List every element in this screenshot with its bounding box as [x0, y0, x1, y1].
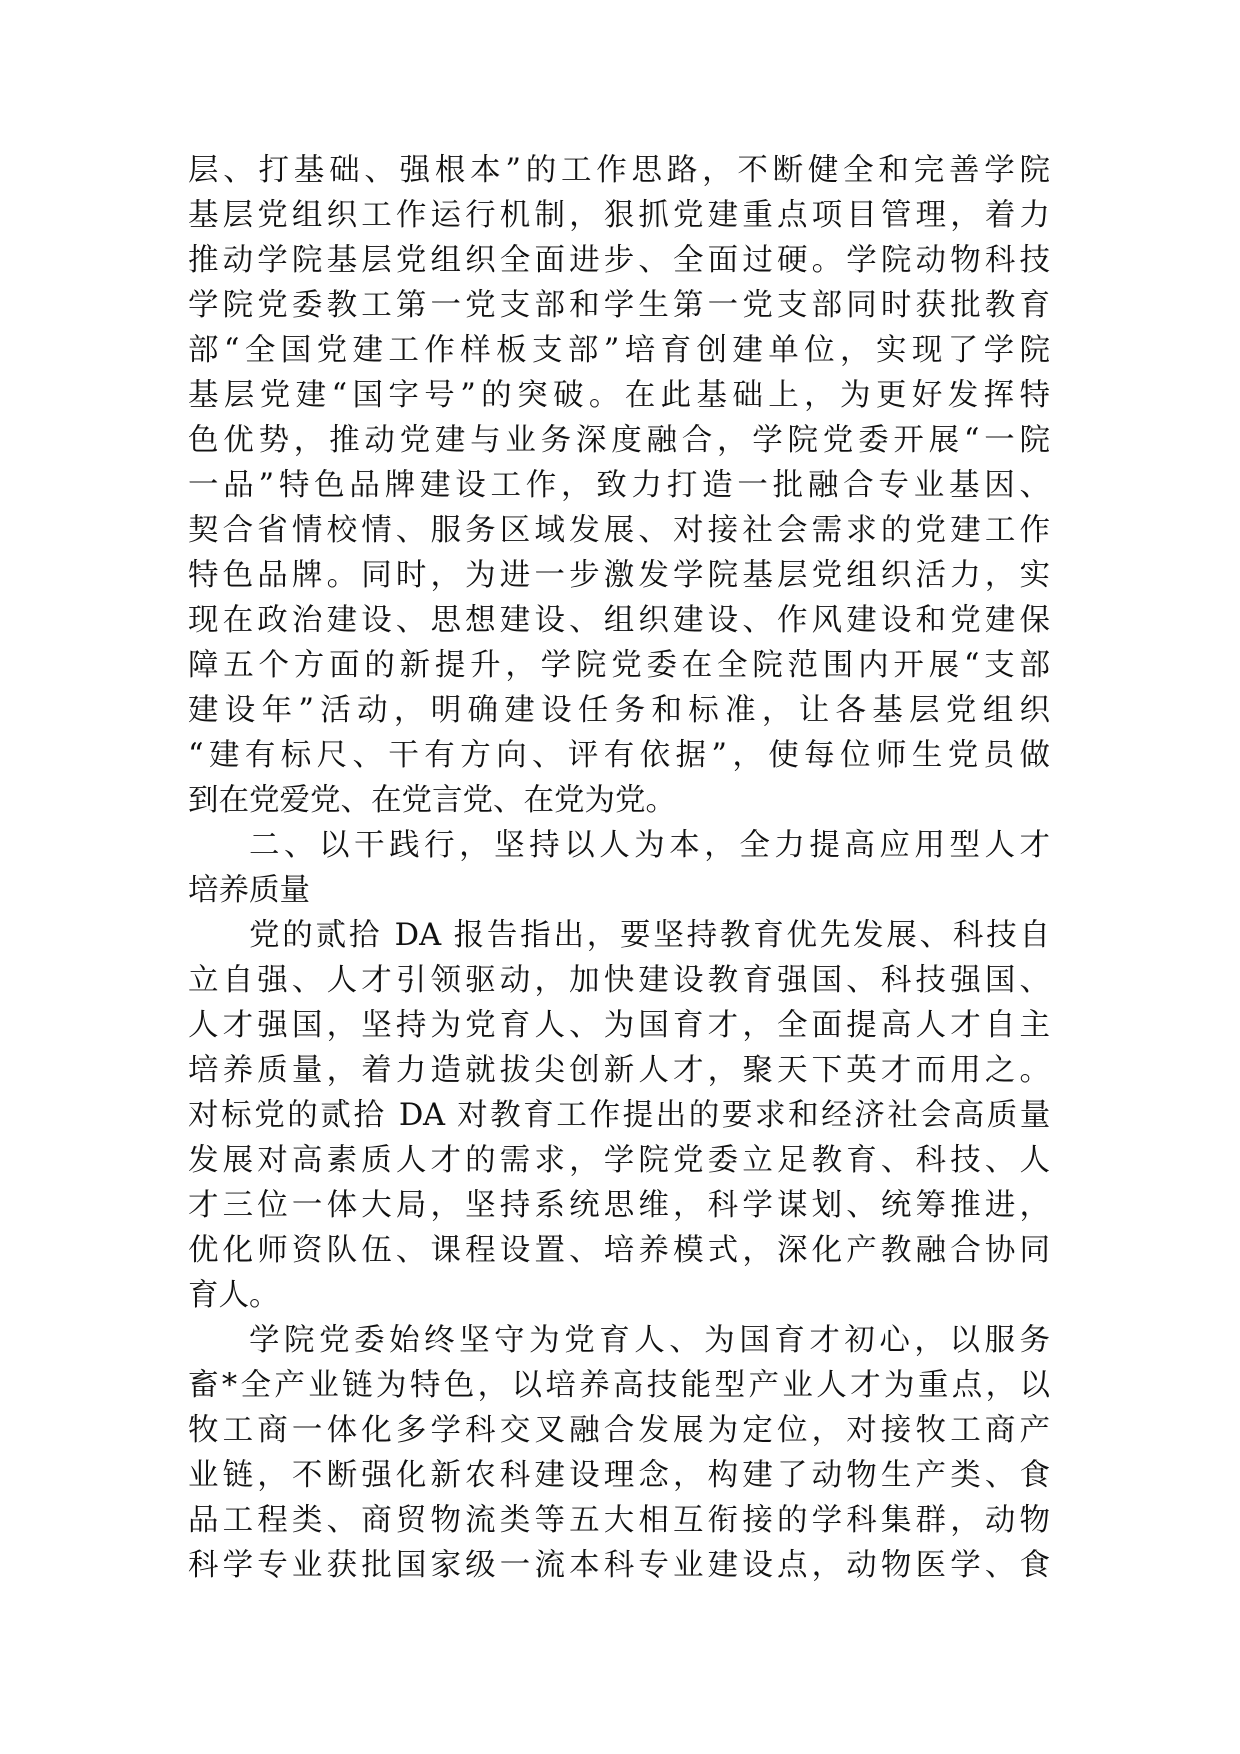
text-line-12: 障五个方面的新提升，学院党委在全院范围内开展“支部: [188, 648, 1050, 683]
text-line-10: 特色品牌。同时，为进一步激发学院基层党组织活力，实: [188, 558, 1050, 593]
text-line-13: 建设年”活动，明确建设任务和标准，让各基层党组织: [188, 693, 1050, 728]
text-line-3: 推动学院基层党组织全面进步、全面过硬。学院动物科技: [188, 243, 1050, 278]
paragraph-line-32: 科学专业获批国家级一流本科专业建设点，动物医学、食: [188, 1548, 1050, 1583]
paragraph-line-24: 才三位一体大局，坚持系统思维，科学谋划、统筹推进，: [188, 1188, 1050, 1223]
text-line-8: 一品”特色品牌建设工作，致力打造一批融合专业基因、: [188, 468, 1050, 503]
text-line-4: 学院党委教工第一党支部和学生第一党支部同时获批教育: [188, 288, 1050, 323]
text-line-6: 基层党建“国字号”的突破。在此基础上，为更好发挥特: [188, 378, 1050, 413]
paragraph-line-19: 立自强、人才引领驱动，加快建设教育强国、科技强国、: [188, 963, 1050, 998]
paragraph-line-23: 发展对高素质人才的需求，学院党委立足教育、科技、人: [188, 1143, 1050, 1178]
text-line-15: 到在党爱党、在党言党、在党为党。: [188, 783, 676, 818]
paragraph-line-22: 对标党的贰拾 DA 对教育工作提出的要求和经济社会高质量: [188, 1098, 1050, 1133]
paragraph-line-25: 优化师资队伍、课程设置、培养模式，深化产教融合协同: [188, 1233, 1050, 1268]
paragraph-line-20: 人才强国，坚持为党育人、为国育才，全面提高人才自主: [188, 1008, 1050, 1043]
paragraph-line-31: 品工程类、商贸物流类等五大相互衔接的学科集群，动物: [188, 1503, 1050, 1538]
paragraph-line-27: 学院党委始终坚守为党育人、为国育才初心，以服务: [249, 1323, 1050, 1358]
paragraph-line-26: 育人。: [188, 1278, 280, 1313]
text-line-5: 部“全国党建工作样板支部”培育创建单位，实现了学院: [188, 333, 1050, 368]
text-line-14: “建有标尺、干有方向、评有依据”，使每位师生党员做: [188, 738, 1050, 773]
text-line-7: 色优势，推动党建与业务深度融合，学院党委开展“一院: [188, 423, 1050, 458]
paragraph-line-28: 畜*全产业链为特色，以培养高技能型产业人才为重点，以: [188, 1368, 1050, 1403]
text-line-1: 层、打基础、强根本”的工作思路，不断健全和完善学院: [188, 153, 1050, 188]
paragraph-line-29: 牧工商一体化多学科交叉融合发展为定位，对接牧工商产: [188, 1413, 1050, 1448]
paragraph-line-21: 培养质量，着力造就拔尖创新人才，聚天下英才而用之。: [188, 1053, 1050, 1088]
text-line-2: 基层党组织工作运行机制，狠抓党建重点项目管理，着力: [188, 198, 1050, 233]
paragraph-line-30: 业链，不断强化新农科建设理念，构建了动物生产类、食: [188, 1458, 1050, 1493]
text-line-9: 契合省情校情、服务区域发展、对接社会需求的党建工作: [188, 513, 1050, 548]
section-heading-line-1: 二、以干践行，坚持以人为本，全力提高应用型人才: [249, 828, 1050, 863]
paragraph-line-18: 党的贰拾 DA 报告指出，要坚持教育优先发展、科技自: [249, 918, 1050, 953]
text-line-11: 现在政治建设、思想建设、组织建设、作风建设和党建保: [188, 603, 1050, 638]
document-body: [188, 148, 1050, 1588]
section-heading-line-2: 培养质量: [188, 873, 310, 908]
